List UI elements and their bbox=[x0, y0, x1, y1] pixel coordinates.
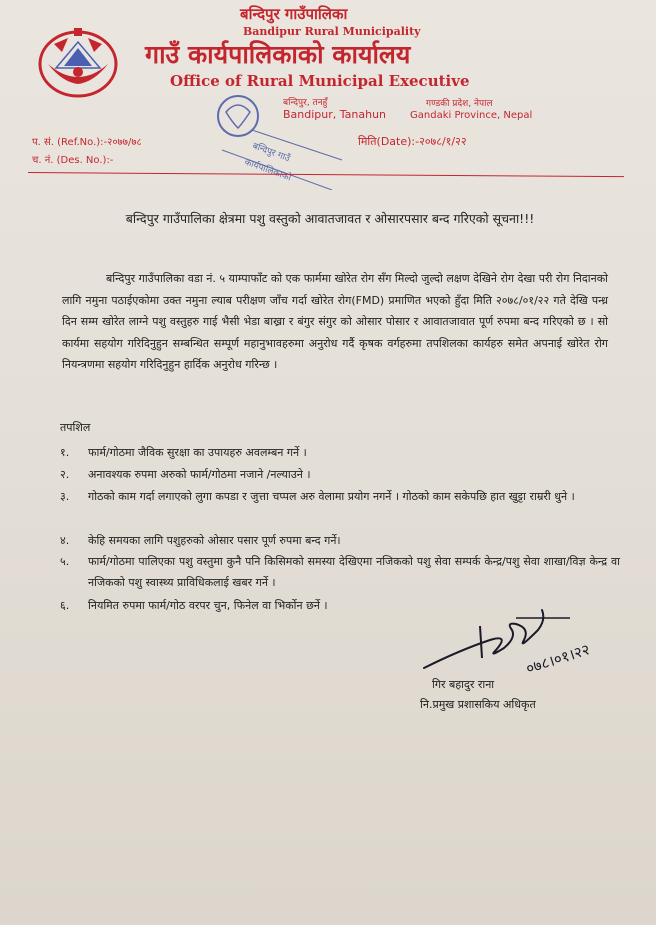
list-item-number: २. bbox=[60, 468, 70, 481]
dispatch-number: च. नं. (Des. No.):- bbox=[32, 155, 114, 166]
list-item-number: ६. bbox=[60, 599, 70, 612]
address-np: बन्दिपुर, तनहुँ bbox=[283, 98, 328, 108]
list-item-text: केहि समयका लागि पशुहरुको ओसार पसार पूर्ण रुपमा बन्द गर्ने। bbox=[88, 534, 341, 547]
nepal-emblem-icon bbox=[34, 20, 122, 100]
municipality-name-np: बन्दिपुर गाउँपालिका bbox=[240, 5, 348, 23]
list-item-text: फार्म/गोठमा जैविक सुरक्षा का उपायहरु अवलम्बन गर्ने । bbox=[88, 446, 307, 459]
list-item-text: फार्म/गोठमा पालिएका पशु वस्तुमा कुनै पनि किसिमको समस्या देखिएमा नजिकको पशु सेवा सम्पर्क केन्द्र/पशु सेवा शाखा/विज्ञ केन्द्र वा नजिकको पशु स्वास्थ्य प्राविधिकलाई खबर गर्ने । bbox=[88, 555, 620, 589]
signature-icon bbox=[420, 600, 620, 680]
list-item bbox=[60, 530, 620, 551]
list-item-number: ४. bbox=[60, 534, 70, 547]
province-en: Gandaki Province, Nepal bbox=[410, 110, 533, 121]
svg-text:बन्दिपुर गाउँ: बन्दिपुर गाउँ bbox=[250, 141, 292, 165]
list-item bbox=[60, 486, 620, 507]
municipality-name-en: Bandipur Rural Municipality bbox=[243, 25, 421, 38]
letter-date: मिति(Date):-२०७८/१/२२ bbox=[358, 135, 467, 148]
list-item-number: १. bbox=[60, 446, 70, 459]
office-name-np: गाउँ कार्यपालिकाको कार्यालय bbox=[145, 40, 411, 69]
notice-body: बन्दिपुर गाउँपालिका वडा नं. ५ याम्पाफाँट को एक फार्ममा खोरेत रोग सँग मिल्दो जुल्दो लक्षण देखिने रोग देखा परी रोग निदानको लागि नमुना पठाईएकोमा उक्त नमुना ल्याब परीक्षण जाँच गर्दा खोरेत रोग(FMD) प्रमाणित भएको हुँदा मिति २०७८/०१/२२ गते देखि पन्ध्र दिन सम्म खोरेत लाग्ने पशु वस्तुहरु गाई भैसी भेडा बाख्रा र बंगुर संगुर को ओसार पोसार र आवातजावात पूर्ण रुपमा बन्द गरिएको छ । सो कार्यमा सहयोग गरिदिनुहुन सम्बन्धित सम्पूर्ण महानुभावहरुमा अनुरोध गर्दै कृषक वर्गहरुमा तपशिलका कार्यहरु समेत अपनाई खोरेत रोग नियन्त्रणमा सहयोग गरिदिनुहुन हार्दिक अनुरोध गरिन्छ । bbox=[62, 272, 608, 371]
list-item-text: गोठको काम गर्दा लगाएको लुगा कपडा र जुत्ता चप्पल अरु वेलामा प्रयोग नगर्ने । गोठको काम सकेपछि हात खुट्टा राम्ररी धुने । bbox=[88, 490, 575, 503]
address-en: Bandipur, Tanahun bbox=[283, 108, 387, 121]
province-np: गण्डकी प्रदेश, नेपाल bbox=[426, 99, 493, 109]
details-label: तपशिल bbox=[60, 421, 91, 434]
signature-date: ०७८।०१।२२ bbox=[523, 640, 592, 678]
signatory-title: नि.प्रमुख प्रशासकिय अधिकृत bbox=[420, 698, 536, 711]
list-item bbox=[60, 551, 620, 593]
list-item-text: नियमित रुपमा फार्म/गोठ वरपर चुन, फिनेल वा भिर्कोन छर्ने । bbox=[88, 599, 328, 612]
list-item-number: ३. bbox=[60, 490, 70, 503]
notice-title: बन्दिपुर गाउँपालिका क्षेत्रमा पशु वस्तुको आवातजावत र ओसारपसार बन्द गरिएको सूचना!!! bbox=[125, 211, 535, 226]
list-item bbox=[60, 464, 620, 485]
reference-number: प. सं. (Ref.No.):-२०७७/७८ bbox=[32, 137, 142, 148]
office-name-en: Office of Rural Municipal Executive bbox=[170, 72, 470, 90]
svg-text:कार्यपालिकाको: कार्यपालिकाको bbox=[242, 157, 293, 184]
list-item-number: ५. bbox=[60, 555, 70, 568]
list-item bbox=[60, 442, 620, 463]
signatory-name: गिर बहादुर राना bbox=[432, 678, 495, 691]
list-item-text: अनावश्यक रुपमा अरुको फार्म/गोठमा नजाने /नल्याउने । bbox=[88, 468, 311, 481]
